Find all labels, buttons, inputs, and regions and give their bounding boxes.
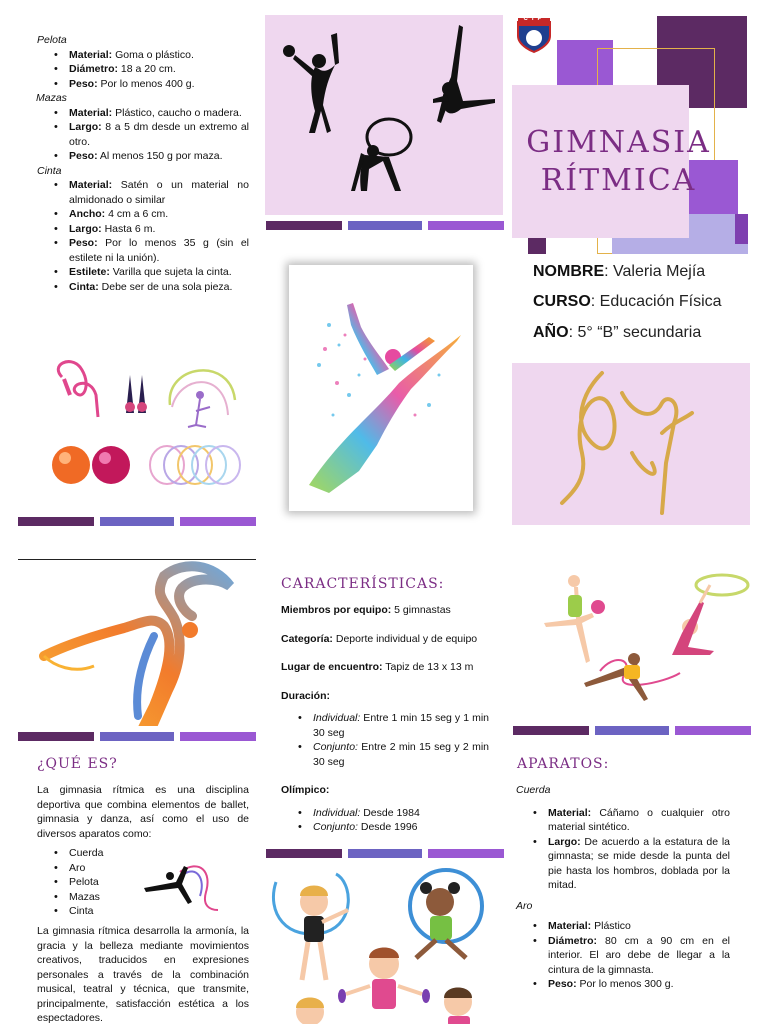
caracteristicas-body (281, 603, 489, 835)
crest-letter: T (530, 16, 538, 22)
silhouette-ball-icon (283, 33, 339, 133)
ball-red-icon (92, 446, 130, 484)
clubs-icon (125, 375, 147, 413)
mazas-title: Mazas (36, 92, 67, 104)
anio-row: AÑO: 5° “B” secundaria (533, 324, 702, 341)
list-item: • Largo: Hasta 6 m. (37, 222, 249, 237)
list-item: • Material: Plástico, caucho o madera. (37, 106, 249, 121)
equipment-illustrations (40, 355, 245, 495)
cover-title-panel (512, 85, 711, 238)
divider-bar (266, 849, 504, 858)
nombre-row: NOMBRE: Valeria Mejía (533, 263, 706, 280)
ribbon-gymnast-icon (170, 370, 235, 427)
list-item: • Cinta: Debe ser de una sola pieza. (37, 280, 249, 295)
caracteristicas-heading: CARACTERÍSTICAS: (281, 576, 445, 592)
list-item: • Individual: Desde 1984 (281, 806, 489, 821)
list-item: • Estilete: Varilla que sujeta la cinta. (37, 265, 249, 280)
list-item: • Diámetro: 80 cm a 90 cm en el interior. El aro debe de llegar a la cintura de la gimnasta. (516, 934, 730, 978)
que-es-paragraph-2: La gimnasia rítmica desarrolla la armonía, la gracia y la belleza mediante movimientos creativos, traducidos en expresiones personales a través de la combinación musical, teatral y técnica, que transmite, principalmente, satisfacción estética a los espectadores. (37, 925, 249, 1024)
cuerda-title: Cuerda (516, 784, 551, 796)
list-item: • Conjunto: Entre 2 min 15 seg y 2 min 30 seg (281, 740, 489, 769)
que-es-intro: La gimnasia rítmica es una disciplina deportiva que combina elementos de ballet, gimnasia y danza, así como el uso de diversos aparatos como: (37, 784, 249, 840)
equipment-specs-left (37, 33, 249, 294)
list-item: • Material: Plástico (516, 919, 730, 934)
list-item: • Peso: Por lo menos 35 g (sin el estilete ni la unión). (37, 236, 249, 265)
list-item: • Material: Cáñamo o cualquier otro material sintético. (516, 806, 730, 835)
divider-bar (18, 517, 256, 526)
pelota-title: Pelota (37, 34, 67, 46)
curso-value: Educación Física (595, 293, 722, 310)
ball-orange-icon (52, 446, 90, 484)
list-item: • Largo: De acuerdo a la estatura de la gimnasta; se mide desde la punta del pie hasta los hombros, doblada por la mitad. (516, 835, 730, 893)
list-item: • Largo: 8 a 5 dm desde un extremo al otro. (37, 120, 249, 149)
list-item: • Ancho: 4 cm a 6 cm. (37, 207, 249, 222)
aro-title: Aro (516, 899, 533, 912)
list-item: • Peso: Por lo menos 300 g. (516, 977, 730, 992)
anio-value: 5° “B” secundaria (573, 324, 702, 341)
cartoon-kids-illustration (266, 862, 502, 1024)
cinta-list (37, 178, 249, 294)
gold-gymnast-icon (512, 363, 750, 525)
duracion-list (281, 711, 489, 769)
miembros-row: Miembros por equipo: 5 gimnastas (281, 604, 451, 616)
aro-list (516, 919, 730, 992)
list-item: • Aro (37, 861, 157, 876)
cover-title-line2: RÍTMICA (540, 162, 697, 198)
silhouette-hoop-icon (351, 119, 411, 191)
cartoon-ribbon-gymnast-icon (584, 653, 680, 701)
list-item: • Peso: Por lo menos 400 g. (37, 77, 249, 92)
categoria-row: Categoría: Deporte individual y de equipo (281, 632, 478, 645)
pelota-list (37, 48, 249, 92)
cartoon-ball-gymnast-icon (544, 575, 605, 663)
aparatos-heading: APARATOS: (517, 756, 610, 772)
duracion-label: Duración: (281, 689, 331, 702)
glitter-gymnast-icon (289, 265, 473, 511)
divider-bar (266, 221, 504, 230)
gymnast-silhouettes-panel (265, 15, 503, 215)
aparatos-body (516, 783, 730, 992)
cartoon-girl-bottom-left-icon (296, 998, 324, 1024)
hoops-icon (150, 446, 240, 484)
list-item: • Peso: Al menos 150 g por maza. (37, 149, 249, 164)
mazas-list (37, 106, 249, 164)
apparatus-list (37, 846, 157, 919)
list-item: • Cinta (37, 904, 157, 919)
lugar-row: Lugar de encuentro: Tapiz de 13 x 13 m (281, 661, 474, 673)
list-item: • Conjunto: Desde 1996 (281, 820, 489, 835)
crest-letter: C (523, 16, 531, 22)
list-item: • Cuerda (37, 846, 157, 861)
olimpico-list (281, 806, 489, 835)
crest-letter: P (537, 16, 545, 22)
gold-glitter-panel (512, 363, 750, 525)
list-item: • Diámetro: 18 a 20 cm. (37, 62, 249, 77)
cartoon-gymnasts-panel (514, 563, 750, 711)
cartoon-girl-ribbon-icon (273, 874, 348, 980)
cuerda-list (516, 806, 730, 893)
rope-icon (58, 362, 98, 417)
fire-gymnast-icon (34, 556, 240, 726)
list-item: • Pelota (37, 875, 157, 890)
list-item: • Individual: Entre 1 min 15 seg y 1 min 30 seg (281, 711, 489, 740)
glitter-gymnast-frame (289, 265, 473, 511)
divider-bar (513, 726, 751, 735)
list-item: • Material: Satén o un material no almidonado o similar (37, 178, 249, 207)
silhouette-jump-icon (433, 25, 495, 123)
list-item: • Material: Goma o plástico. (37, 48, 249, 63)
divider-bar (18, 732, 256, 741)
cartoon-girl-bottom-right-icon (444, 988, 472, 1024)
cinta-title: Cinta (37, 164, 62, 177)
cover-title-line1: GIMNASIA (526, 124, 711, 160)
cartoon-girl-hoop-icon (410, 870, 482, 958)
nombre-value: Valeria Mejía (608, 263, 706, 280)
school-crest (516, 16, 552, 54)
list-item: • Mazas (37, 890, 157, 905)
olimpico-label: Olímpico: (281, 784, 330, 796)
cartoon-hoop-gymnast-icon (672, 575, 748, 655)
cover-deco-purple-small (735, 214, 748, 244)
que-es-heading: ¿QUÉ ES? (37, 756, 118, 772)
curso-row: CURSO: Educación Física (533, 293, 722, 310)
small-gymnast-ribbon-icon (140, 852, 222, 914)
